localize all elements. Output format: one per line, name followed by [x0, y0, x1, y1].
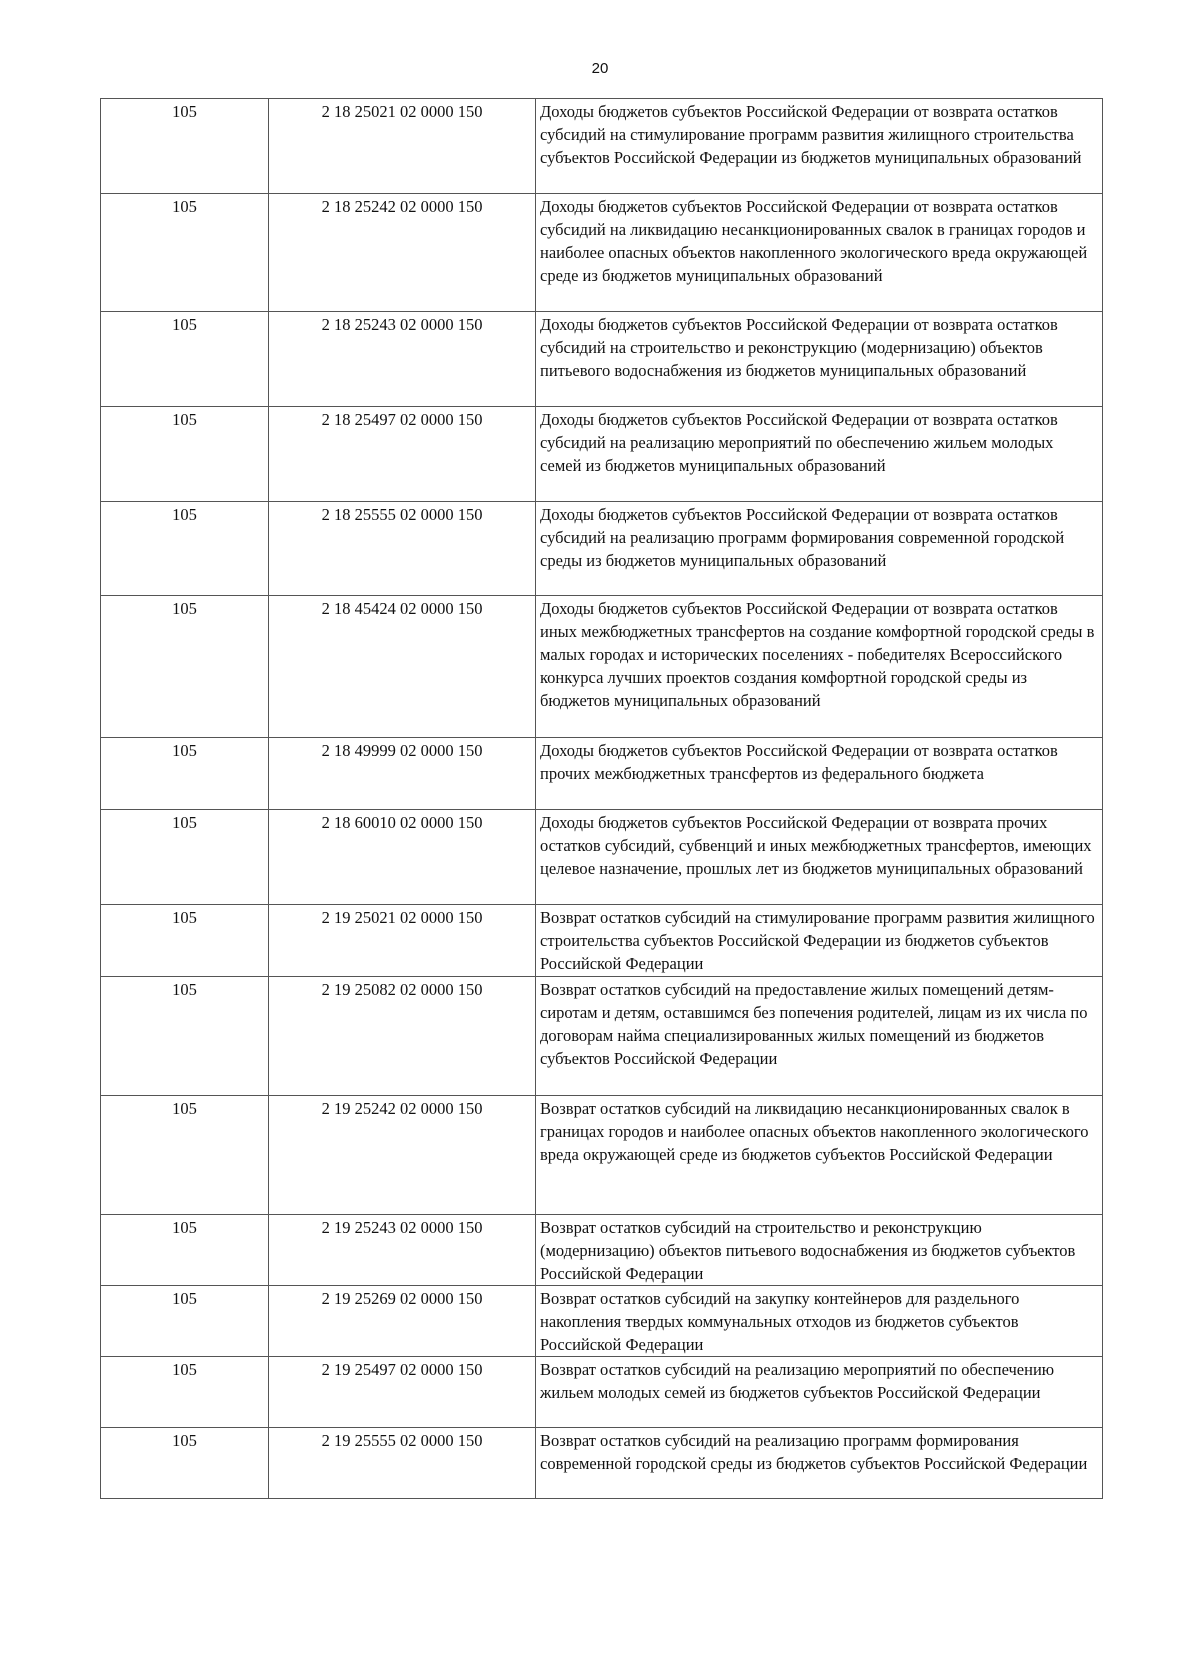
admin-code-cell: 105 [101, 1286, 269, 1357]
budget-code-cell: 2 18 25243 02 0000 150 [269, 312, 536, 407]
budget-code-cell: 2 19 25021 02 0000 150 [269, 905, 536, 977]
description-cell: Возврат остатков субсидий на реализацию программ формирования современной городской среды из бюджетов субъектов Российской Федерации [536, 1428, 1103, 1499]
admin-code-cell: 105 [101, 810, 269, 905]
description-cell: Возврат остатков субсидий на стимулирование программ развития жилищного строительства субъектов Российской Федерации из бюджетов субъектов Российской Федерации [536, 905, 1103, 977]
budget-code-cell: 2 18 45424 02 0000 150 [269, 596, 536, 738]
table-row [101, 596, 1103, 738]
budget-code-cell: 2 18 25242 02 0000 150 [269, 194, 536, 312]
admin-code-cell: 105 [101, 194, 269, 312]
description-cell: Доходы бюджетов субъектов Российской Федерации от возврата остатков субсидий на строительство и реконструкцию (модернизацию) объектов питьевого водоснабжения из бюджетов муниципальных образований [536, 312, 1103, 407]
budget-code-cell: 2 18 25497 02 0000 150 [269, 407, 536, 502]
admin-code-cell: 105 [101, 407, 269, 502]
description-cell: Доходы бюджетов субъектов Российской Федерации от возврата остатков иных межбюджетных трансфертов на создание комфортной городской среды в малых городах и исторических поселениях - победителях Всероссийского конкурса лучших проектов создания комфортной городской среды из бюджетов муниципальных образований [536, 596, 1103, 738]
table-row [101, 407, 1103, 502]
table-row [101, 1357, 1103, 1428]
admin-code-cell: 105 [101, 502, 269, 596]
budget-code-cell: 2 19 25497 02 0000 150 [269, 1357, 536, 1428]
budget-code-cell: 2 19 25555 02 0000 150 [269, 1428, 536, 1499]
admin-code-cell: 105 [101, 738, 269, 810]
budget-code-cell: 2 18 25555 02 0000 150 [269, 502, 536, 596]
description-cell: Возврат остатков субсидий на предоставление жилых помещений детям-сиротам и детям, оставшимся без попечения родителей, лицам из их числа по договорам найма специализированных жилых помещений из бюджетов субъектов Российской Федерации [536, 977, 1103, 1096]
admin-code-cell: 105 [101, 905, 269, 977]
description-cell: Возврат остатков субсидий на закупку контейнеров для раздельного накопления твердых коммунальных отходов из бюджетов субъектов Российской Федерации [536, 1286, 1103, 1357]
budget-code-cell: 2 18 49999 02 0000 150 [269, 738, 536, 810]
page-number: 20 [591, 60, 609, 77]
budget-code-cell: 2 19 25243 02 0000 150 [269, 1215, 536, 1286]
budget-codes-table [100, 98, 1103, 1499]
description-cell: Доходы бюджетов субъектов Российской Федерации от возврата остатков прочих межбюджетных трансфертов из федерального бюджета [536, 738, 1103, 810]
table-row [101, 1096, 1103, 1215]
budget-code-cell: 2 19 25269 02 0000 150 [269, 1286, 536, 1357]
budget-code-cell: 2 18 25021 02 0000 150 [269, 99, 536, 194]
description-cell: Возврат остатков субсидий на ликвидацию несанкционированных свалок в границах городов и наиболее опасных объектов накопленного экологического вреда окружающей среде из бюджетов субъектов Российской Федерации [536, 1096, 1103, 1215]
table-row [101, 977, 1103, 1096]
admin-code-cell: 105 [101, 977, 269, 1096]
table-row [101, 810, 1103, 905]
table-row [101, 738, 1103, 810]
admin-code-cell: 105 [101, 1357, 269, 1428]
table-row [101, 502, 1103, 596]
description-cell: Возврат остатков субсидий на реализацию мероприятий по обеспечению жильем молодых семей из бюджетов субъектов Российской Федерации [536, 1357, 1103, 1428]
table-row [101, 1428, 1103, 1499]
table-row [101, 1215, 1103, 1286]
description-cell: Доходы бюджетов субъектов Российской Федерации от возврата остатков субсидий на реализацию программ формирования современной городской среды из бюджетов муниципальных образований [536, 502, 1103, 596]
admin-code-cell: 105 [101, 596, 269, 738]
table-row [101, 194, 1103, 312]
admin-code-cell: 105 [101, 1215, 269, 1286]
description-cell: Доходы бюджетов субъектов Российской Федерации от возврата остатков субсидий на ликвидацию несанкционированных свалок в границах городов и наиболее опасных объектов накопленного экологического вреда окружающей среде из бюджетов муниципальных образований [536, 194, 1103, 312]
table-row [101, 905, 1103, 977]
description-cell: Доходы бюджетов субъектов Российской Федерации от возврата прочих остатков субсидий, субвенций и иных межбюджетных трансфертов, имеющих целевое назначение, прошлых лет из бюджетов муниципальных образований [536, 810, 1103, 905]
table-row [101, 1286, 1103, 1357]
description-cell: Доходы бюджетов субъектов Российской Федерации от возврата остатков субсидий на стимулирование программ развития жилищного строительства субъектов Российской Федерации из бюджетов муниципальных образований [536, 99, 1103, 194]
table-row [101, 99, 1103, 194]
budget-code-cell: 2 19 25242 02 0000 150 [269, 1096, 536, 1215]
admin-code-cell: 105 [101, 1428, 269, 1499]
table-row [101, 312, 1103, 407]
budget-code-cell: 2 18 60010 02 0000 150 [269, 810, 536, 905]
description-cell: Доходы бюджетов субъектов Российской Федерации от возврата остатков субсидий на реализацию мероприятий по обеспечению жильем молодых семей из бюджетов муниципальных образований [536, 407, 1103, 502]
budget-code-cell: 2 19 25082 02 0000 150 [269, 977, 536, 1096]
admin-code-cell: 105 [101, 99, 269, 194]
admin-code-cell: 105 [101, 1096, 269, 1215]
admin-code-cell: 105 [101, 312, 269, 407]
description-cell: Возврат остатков субсидий на строительство и реконструкцию (модернизацию) объектов питьевого водоснабжения из бюджетов субъектов Российской Федерации [536, 1215, 1103, 1286]
